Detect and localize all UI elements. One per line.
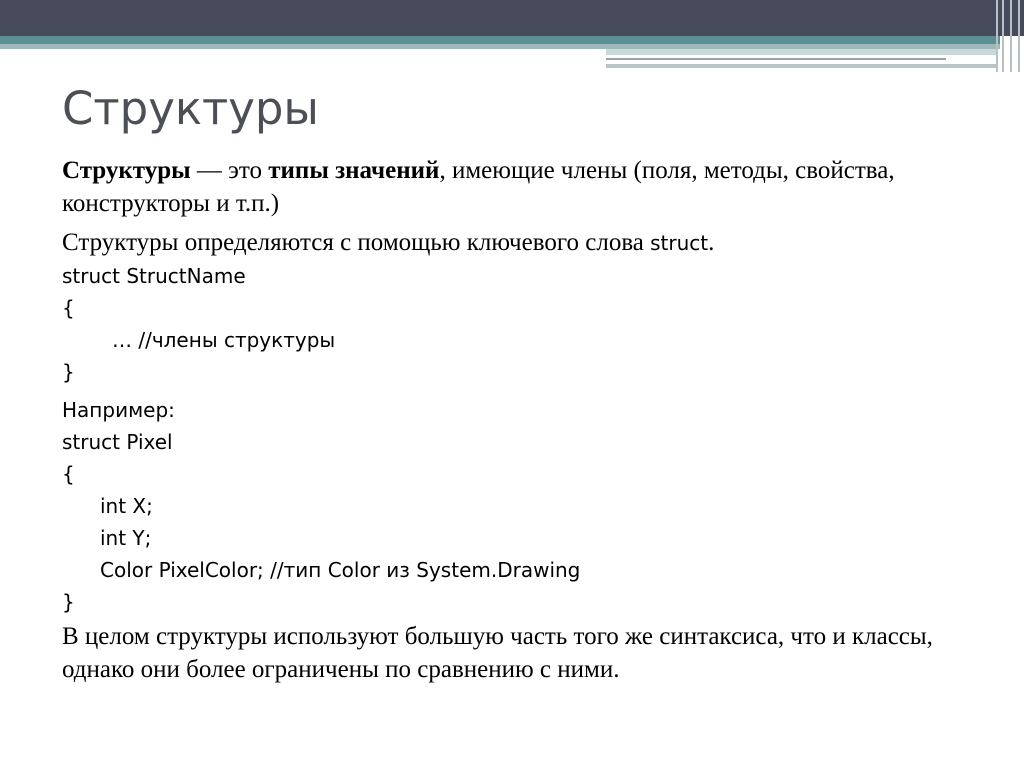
code-line: { (62, 296, 75, 320)
code-block-structname (62, 260, 962, 388)
text-span: . (708, 229, 715, 256)
code-line: { (62, 462, 75, 486)
code-line: } (62, 590, 75, 614)
definition-paragraph (62, 154, 962, 220)
summary-paragraph: В целом структуры используют большую часть того же синтаксиса, что и классы, однако они более ограничены по сравнению с ними. (62, 623, 933, 683)
term-value-types: типы значений (268, 157, 440, 184)
text-span: Структуры определяются с помощью ключевого слова (62, 229, 651, 256)
code-block-pixel (62, 394, 962, 618)
text-span: — это (190, 157, 269, 184)
term-structures: Структуры (62, 157, 191, 184)
struct-keyword-paragraph (62, 226, 962, 260)
header-bar (0, 0, 1024, 36)
example-label: Например: (62, 398, 175, 422)
code-line: struct StructName (62, 264, 246, 288)
header-stripe-pale (606, 49, 998, 55)
slide-title: Структуры (62, 82, 319, 135)
header-stripe-teal (0, 36, 1000, 44)
header-line-thin (606, 58, 946, 60)
text-span: , имеющие члены (поля, методы, свойства, конструкторы и т.п.) (62, 157, 895, 217)
header-line-thick (606, 64, 996, 68)
code-line: int Y; (100, 526, 152, 550)
code-line: struct Pixel (62, 430, 173, 454)
code-line: Color PixelColor; //тип Color из System.Drawing (100, 558, 581, 582)
slide-content (62, 154, 962, 686)
code-line: int X; (100, 494, 153, 518)
code-line: } (62, 360, 75, 384)
code-line: … //члены структуры (112, 328, 336, 352)
keyword-struct: struct (650, 231, 709, 255)
header-vertical-lines (992, 0, 1024, 80)
